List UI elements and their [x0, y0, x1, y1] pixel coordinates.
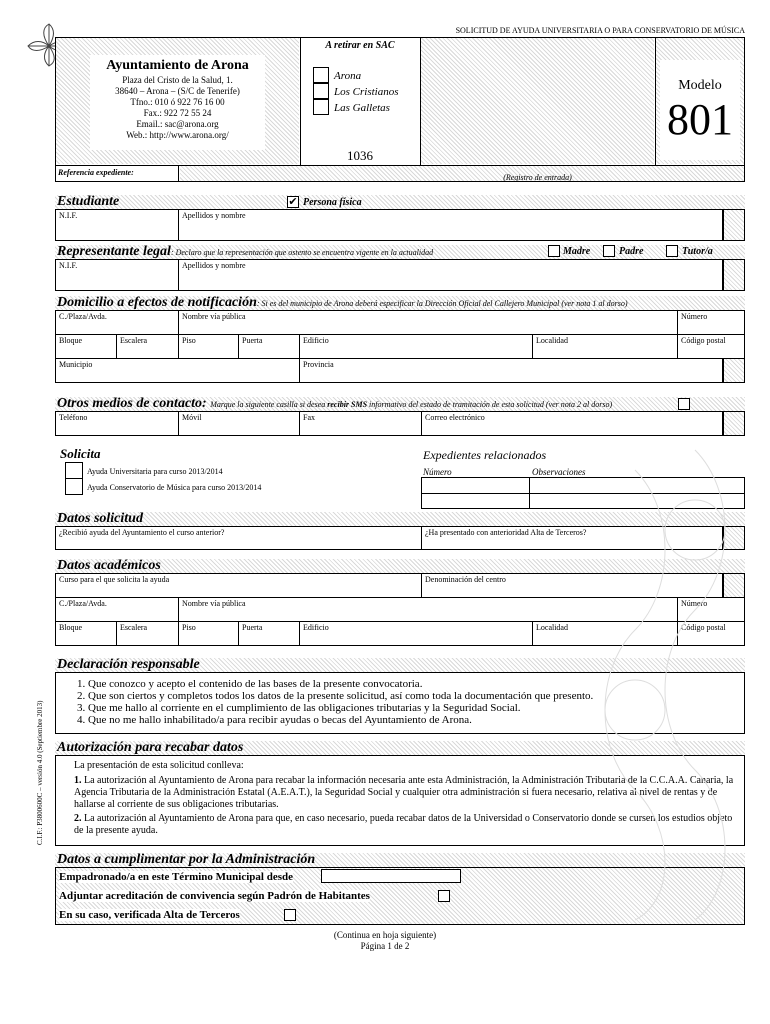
padre-checkbox[interactable] [603, 245, 615, 257]
alta-terceros-field[interactable]: ¿Ha presentado con anterioridad Alta de Terceros? [421, 526, 723, 550]
movil-field[interactable]: Móvil [178, 411, 300, 436]
domicilio-cp-field[interactable]: Código postal [677, 334, 745, 359]
declaracion-item: 1. Que conozco y acepto el contenido de las bases de la presente convocatoria. [88, 678, 748, 690]
empadronado-label: Empadronado/a en este Término Municipal desde [59, 871, 293, 883]
centro-bloque-field[interactable]: Bloque [55, 621, 117, 646]
domicilio-puerta-field[interactable]: Puerta [238, 334, 300, 359]
alta-terceros-checkbox[interactable] [284, 909, 296, 921]
domicilio-provincia-field[interactable]: Provincia [299, 358, 723, 383]
org-address: Plaza del Cristo de la Salud, 1. 38640 – Arona – (S/C de Tenerife) Tfno.: 010 ó 922 76 16 00 Fax.: 922 72 55 24 Email.: sac@arona.org Web.: http://www.arona.org/ [115, 75, 240, 140]
retirar-label: A retirar en SAC [325, 40, 395, 51]
centro-localidad-field[interactable]: Localidad [532, 621, 678, 646]
madre-label: Madre [563, 246, 591, 257]
centro-via-tipo-field[interactable]: C./Plaza/Avda. [55, 597, 179, 622]
representante-nif-field[interactable]: N.I.F. [55, 259, 179, 291]
domicilio-numero-field[interactable]: Número [677, 310, 745, 335]
solicita-option-1[interactable] [65, 462, 83, 479]
centro-cp-field[interactable]: Código postal [677, 621, 745, 646]
domicilio-via-nombre-field[interactable]: Nombre vía pública [178, 310, 678, 335]
estudiante-nif-field[interactable]: N.I.F. [55, 209, 179, 241]
centro-edificio-field[interactable]: Edificio [299, 621, 533, 646]
expedientes-obs-header: Observaciones [532, 467, 586, 477]
curso-field[interactable]: Curso para el que solicita la ayuda [55, 573, 422, 598]
solicita-title: Solicita [60, 446, 101, 461]
expedientes-title: Expedientes relacionados [423, 448, 547, 462]
modelo-label: Modelo [678, 78, 722, 93]
centro-piso-field[interactable]: Piso [178, 621, 239, 646]
declaracion-title: Declaración responsable [57, 657, 200, 672]
domicilio-municipio-field[interactable]: Municipio [55, 358, 300, 383]
tutor-checkbox[interactable] [666, 245, 678, 257]
tutor-label: Tutor/a [682, 246, 713, 257]
sac-arona-checkbox[interactable] [313, 67, 329, 83]
domicilio-title: Domicilio a efectos de notificación: Si es del municipio de Arona deberá especificar la Dirección Oficial del Callejero Municipal (ver nota 1 al dorso) [57, 295, 628, 310]
persona-fisica-checkbox[interactable]: ✔ [288, 196, 298, 208]
empadronado-field[interactable] [321, 869, 461, 883]
autorizacion-p2: 2. La autorización al Ayuntamiento de Arona para que, en caso necesario, pueda recabar datos de la Universidad o Conservatorio donde se cursen los estudios objeto de la presente ayuda. [74, 813, 733, 836]
sac-option: Los Cristianos [334, 86, 399, 98]
autorizacion-intro: La presentación de esta solicitud conlleva: [74, 760, 244, 771]
padre-label: Padre [619, 246, 644, 257]
estudiante-title: Estudiante [57, 194, 120, 209]
centro-numero-field[interactable]: Número [677, 597, 745, 622]
centro-via-nombre-field[interactable]: Nombre vía pública [178, 597, 678, 622]
page-number: Página 1 de 2 [360, 941, 410, 951]
solicita-label: Ayuda Universitaria para curso 2013/2014 [87, 467, 223, 476]
email-field[interactable]: Correo electrónico [421, 411, 723, 436]
declaracion-item: 3. Que me hallo al corriente en el cumplimiento de las obligaciones tributarias y la Seguridad Social. [88, 702, 748, 714]
estudiante-apellidos-field[interactable]: Apellidos y nombre [178, 209, 723, 241]
sac-cristianos-checkbox[interactable] [313, 83, 329, 99]
representante-title: Representante legal: Declaro que la representación que ostento se encuentra vigente en la actualidad [57, 244, 434, 259]
contacto-title: Otros medios de contacto: Marque la siguiente casilla si desea recibir SMS informativo del estado de tramitación de esta solicitud (ver nota 2 al dorso) [57, 396, 613, 411]
form-title: SOLICITUD DE AYUDA UNIVERSITARIA O PARA CONSERVATORIO DE MÚSICA [455, 26, 745, 35]
domicilio-edificio-field[interactable]: Edificio [299, 334, 533, 359]
solicita-label: Ayuda Conservatorio de Música para curso 2013/2014 [87, 483, 262, 492]
solicita-option-2[interactable] [65, 478, 83, 495]
expedientes-numero-header: Número [423, 467, 452, 477]
declaracion-item: 2. Que son ciertos y completos todos los datos de la presente solicitud, así como toda la documentación que presento. [88, 690, 748, 702]
modelo-number: 801 [667, 95, 733, 144]
domicilio-via-tipo-field[interactable]: C./Plaza/Avda. [55, 310, 179, 335]
declaracion-item: 4. Que no me hallo inhabilitado/a para recibir ayudas o becas del Ayuntamiento de Arona. [88, 714, 748, 726]
sms-checkbox[interactable] [678, 398, 690, 410]
persona-fisica-label: Persona física [303, 197, 362, 208]
sac-option: Las Galletas [334, 102, 390, 114]
code-number: 1036 [347, 148, 373, 163]
domicilio-bloque-field[interactable]: Bloque [55, 334, 117, 359]
side-cif-text: C.I.F.: P3800600C – versión 4.0 (Septiembre 2013) [36, 700, 44, 845]
centro-escalera-field[interactable]: Escalera [116, 621, 179, 646]
registro-label: (Registro de entrada) [503, 173, 572, 182]
telefono-field[interactable]: Teléfono [55, 411, 179, 436]
sac-galletas-checkbox[interactable] [313, 99, 329, 115]
domicilio-localidad-field[interactable]: Localidad [532, 334, 678, 359]
autorizacion-title: Autorización para recabar datos [57, 740, 244, 755]
representante-apellidos-field[interactable]: Apellidos y nombre [178, 259, 723, 291]
autorizacion-p1: 1. La autorización al Ayuntamiento de Arona para recabar la información necesaria ante esta Administración, la Administración Tributaria de la C.C.A.A. Canaria, la Agencia Tributaria de la Administración Estatal (A.E.A.T.), la Seguridad Social y cualquier otra administración si fuera necesario, relativa al nivel de rentas y de hallarse al corriente de sus obligaciones tributarias. [74, 775, 734, 810]
continua-label: (Continua en hoja siguiente) [333, 930, 437, 940]
domicilio-piso-field[interactable]: Piso [178, 334, 239, 359]
centro-field[interactable]: Denominación del centro [421, 573, 723, 598]
centro-puerta-field[interactable]: Puerta [238, 621, 300, 646]
madre-checkbox[interactable] [548, 245, 560, 257]
datos-solicitud-title: Datos solicitud [57, 511, 143, 526]
academicos-title: Datos académicos [57, 558, 161, 573]
alta-terceros-label: En su caso, verificada Alta de Terceros [59, 909, 240, 921]
admin-title: Datos a cumplimentar por la Administración [57, 852, 316, 867]
fax-field[interactable]: Fax [299, 411, 422, 436]
sac-option: Arona [334, 70, 362, 82]
recibio-ayuda-field[interactable]: ¿Recibió ayuda del Ayuntamiento el curso anterior? [55, 526, 422, 550]
org-name: Ayuntamiento de Arona [106, 58, 249, 73]
referencia-label: Referencia expediente: [58, 168, 134, 177]
convivencia-label: Adjuntar acreditación de convivencia según Padrón de Habitantes [59, 890, 370, 902]
decorative-pattern [575, 430, 745, 930]
domicilio-escalera-field[interactable]: Escalera [116, 334, 179, 359]
convivencia-checkbox[interactable] [438, 890, 450, 902]
